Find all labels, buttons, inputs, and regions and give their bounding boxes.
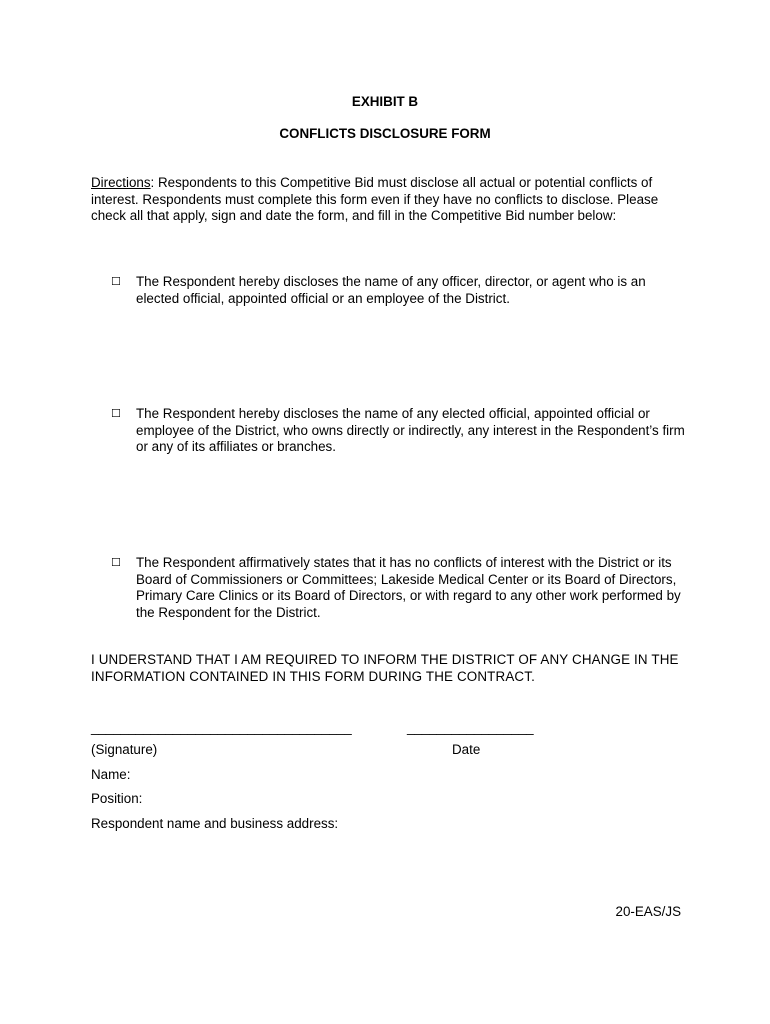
directions-label: Directions xyxy=(91,175,151,190)
directions-text: : Respondents to this Competitive Bid must disclose all actual or potential conflicts of interest. Respondents must complete this form even if they have no conflicts to disclose. Please check all that apply, sign and date the form, and fill in the Competitive Bid number below: xyxy=(91,175,659,223)
checkbox-officer[interactable]: ☐ xyxy=(111,275,121,288)
checkbox-ownership[interactable]: ☐ xyxy=(111,407,121,420)
address-label: Respondent name and business address: xyxy=(91,816,339,831)
name-label: Name: xyxy=(91,767,131,782)
item-text-ownership: The Respondent hereby discloses the name of any elected official, appointed official or employee of the District, who owns directly or indirectly, any interest in the Respondent’s firm or any of its affiliates or branches. xyxy=(136,406,685,454)
checkbox-no-conflict[interactable]: ☐ xyxy=(111,556,121,569)
footer-code: 20-EAS/JS xyxy=(615,904,681,919)
item-text-officer: The Respondent hereby discloses the name of any officer, director, or agent who is an elected official, appointed official or an employee of the District. xyxy=(136,274,646,306)
notice-statement: I UNDERSTAND THAT I AM REQUIRED TO INFORM THE DISTRICT OF ANY CHANGE IN THE INFORMATION CONTAINED IN THIS FORM DURING THE CONTRACT. xyxy=(91,652,679,684)
position-label: Position: xyxy=(91,791,143,806)
signature-label: (Signature) xyxy=(91,742,158,757)
form-title: CONFLICTS DISCLOSURE FORM xyxy=(279,126,491,141)
signature-line[interactable]: ___________________________________ xyxy=(91,720,352,735)
directions-paragraph xyxy=(91,175,691,225)
item-text-no-conflict: The Respondent affirmatively states that it has no conflicts of interest with the District or its Board of Commissioners or Committees; Lakeside Medical Center or its Board of Directors, Primary Care Clinics or its Board of Directors, or with regard to any other work performed by the Respondent for the District. xyxy=(136,555,681,620)
exhibit-title: EXHIBIT B xyxy=(351,94,419,109)
date-label: Date xyxy=(452,742,481,757)
date-line[interactable]: _________________ xyxy=(407,720,534,735)
